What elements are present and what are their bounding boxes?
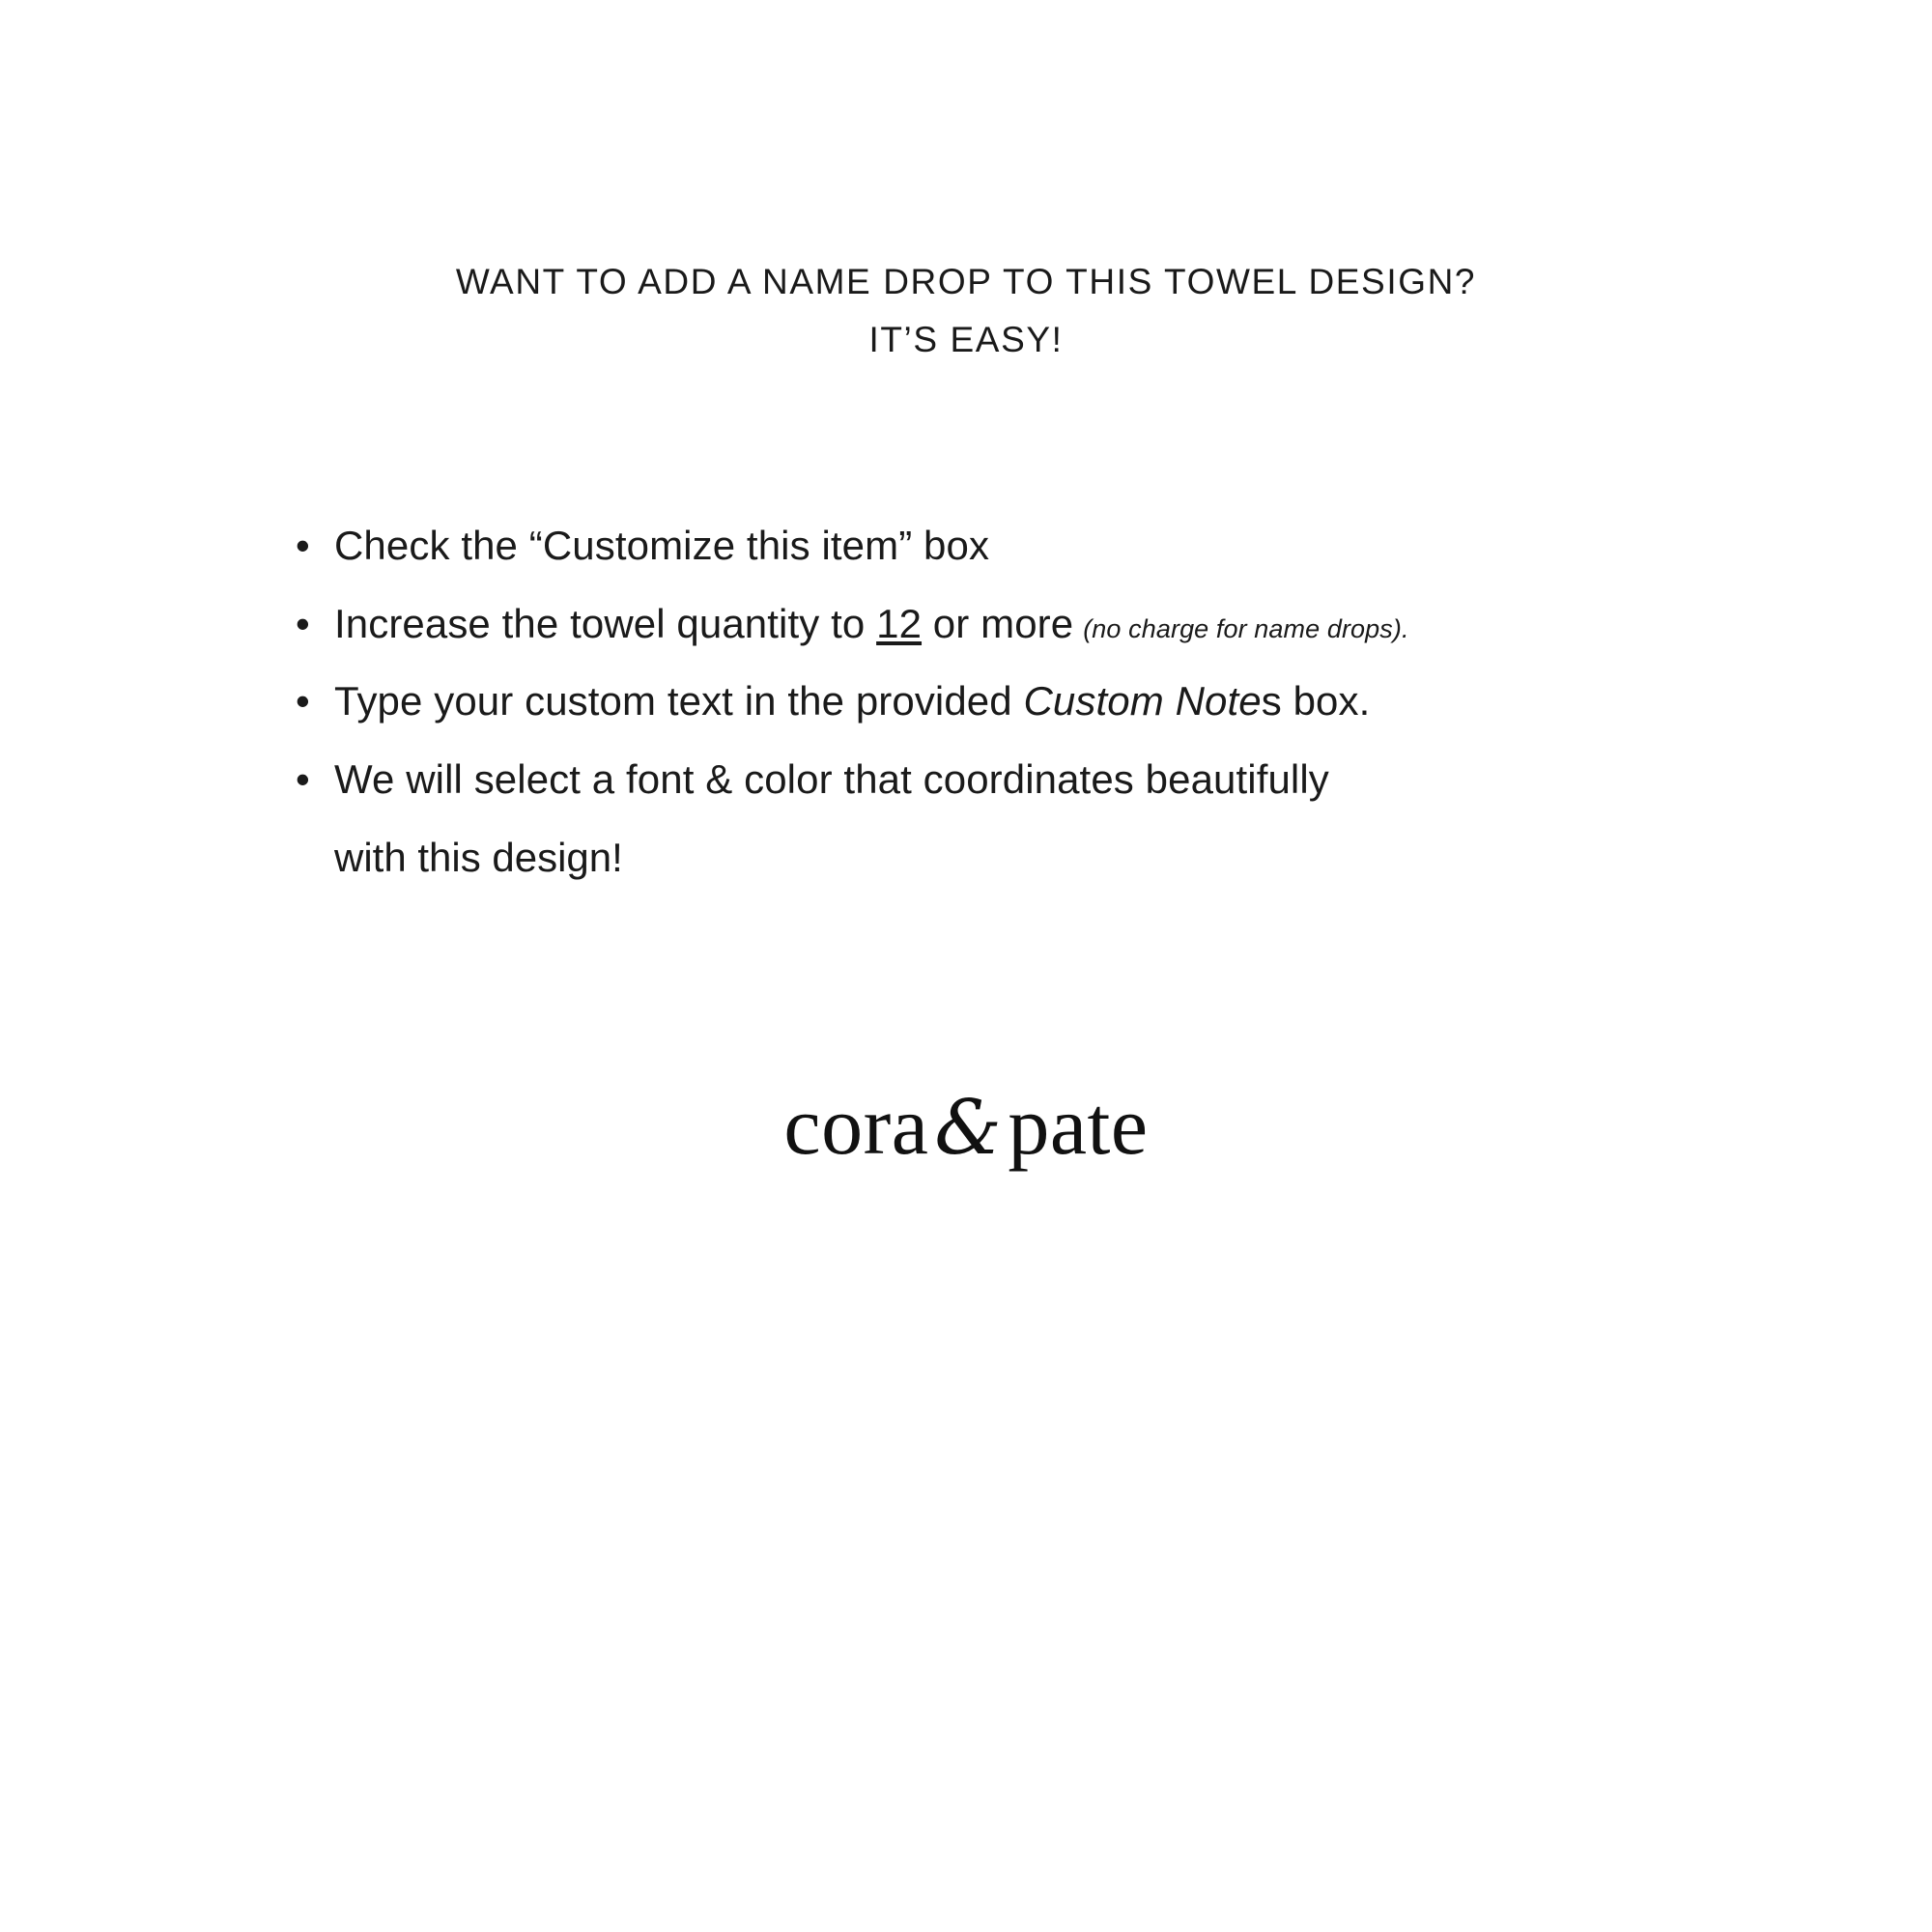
list-item-emphasis: 12	[876, 600, 923, 646]
list-item-text-continued: s box.	[1261, 678, 1371, 724]
brand-logo-word-2: pate	[1008, 1079, 1149, 1172]
list-item	[290, 663, 1739, 741]
brand-logo	[0, 1077, 1932, 1174]
list-item-text: We will select a font & color that coordinates beautifully	[334, 755, 1329, 802]
list-item	[290, 585, 1739, 664]
bullet-icon: •	[296, 678, 310, 724]
list-item	[290, 741, 1739, 819]
list-item-text-continued: or more	[922, 600, 1074, 646]
page-title	[0, 253, 1932, 369]
list-item-text: Type your custom text in the provided	[334, 678, 1024, 724]
brand-logo-word-1: cora	[783, 1079, 929, 1172]
bullet-icon: •	[296, 755, 310, 802]
list-item	[290, 507, 1739, 585]
list-item-italic: Custom Note	[1023, 678, 1262, 724]
list-item-text: Check the “Customize this item” box	[334, 523, 990, 568]
list-item-note: (no charge for name drops).	[1083, 613, 1409, 643]
page-title-line-1: WANT TO ADD A NAME DROP TO THIS TOWEL DESIGN?	[455, 262, 1477, 301]
ampersand-icon: &	[934, 1085, 1003, 1172]
instructions-list	[290, 507, 1739, 896]
bullet-icon: •	[296, 523, 310, 568]
page-title-line-2: IT’S EASY!	[868, 319, 1064, 359]
list-item-text: Increase the towel quantity to	[334, 600, 877, 646]
bullet-icon: •	[296, 600, 310, 646]
list-item-text-continued: with this design!	[334, 834, 623, 880]
